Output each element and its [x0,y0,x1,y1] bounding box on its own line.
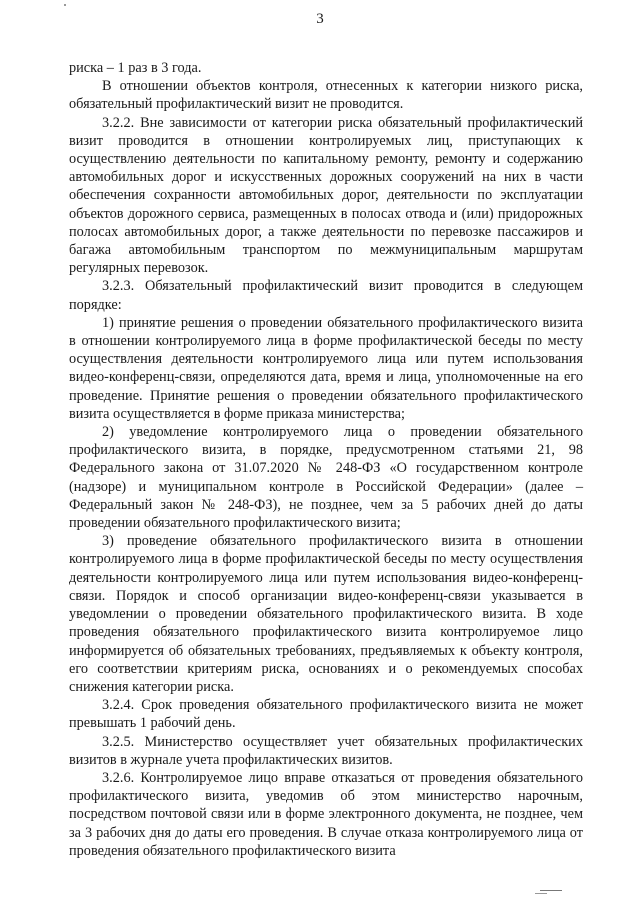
paragraph-3-2-5: 3.2.5. Министерство осуществляет учет обязательных профилактических визитов в журнале учета профилактических визитов. [69,733,583,768]
paragraph-3-2-6: 3.2.6. Контролируемое лицо вправе отказаться от проведения обязательного профилактического визита, уведомив об этом министерство нарочным, посредством почтовой связи или в форме электронного документа, не позднее, чем за 3 рабочих дня до даты его проведения. В случае отказа контролируемого лица от проведения обязательного профилактического визита [69,769,583,859]
document-body [69,59,583,860]
list-item-1: 1) принятие решения о проведении обязательного профилактического визита в отношении контролируемого лица в форме профилактической беседы по месту осуществления деятельности контролируемого лица или путем использования видео-конференц-связи, определяются дата, время и лица, уполномоченные на его проведение. Принятие решения о проведении обязательного профилактического визита осуществляется в форме приказа министерства; [69,314,583,422]
paragraph-3-2-2: 3.2.2. Вне зависимости от категории риска обязательный профилактический визит проводится в отношении контролируемых лиц, приступающих к осуществлению деятельности по капитальному ремонту, ремонту и содержанию автомобильных дорог и искусственных дорожных сооружений на них в части обеспечения сохранности автомобильных дорог, деятельности по эксплуатации объектов дорожного сервиса, размещенных в полосах отвода и (или) придорожных полосах автомобильных дорог, а также деятельности по перевозке пассажиров и багажа автомобильным транспортом по межмуниципальным маршрутам регулярных перевозок. [69,114,583,277]
paragraph-continuation: риска – 1 раз в 3 года. [69,60,202,76]
paragraph-low-risk: В отношении объектов контроля, отнесенных к категории низкого риска, обязательный профилактический визит не проводится. [69,78,583,113]
scan-speck [64,4,66,6]
list-item-2: 2) уведомление контролируемого лица о проведении обязательного профилактического визита, в порядке, предусмотренном статьями 21, 98 Федерального закона от 31.07.2020 № 248-ФЗ «О государственном контроле (надзоре) и муниципальном контроле в Российской Федерации» (далее – Федеральный закон № 248-ФЗ), не позднее, чем за 5 рабочих дней до даты проведении обязательного профилактического визита; [69,424,583,532]
page-number: 3 [316,11,324,27]
list-item-3: 3) проведение обязательного профилактического визита в отношении контролируемого лица в форме профилактической беседы по месту осуществления деятельности контролируемого лица или путем использования видео-конференц-связи. Порядок и способ организации видео-конференц-связи указывается в уведомлении о проведении обязательного профилактического визита. В ходе проведения обязательного профилактического визита контролируемое лицо информируется об обязательных требованиях, предъявляемых к объекту контроля, его соответствии критериям риска, основаниях и о рекомендуемых способах снижения категории риска. [69,533,583,695]
paragraph-3-2-4: 3.2.4. Срок проведения обязательного профилактического визита не может превышать 1 рабочий день. [69,697,583,732]
scan-mark [540,890,562,891]
scan-mark-secondary [535,893,547,894]
paragraph-3-2-3: 3.2.3. Обязательный профилактический визит проводится в следующем порядке: [69,278,583,313]
